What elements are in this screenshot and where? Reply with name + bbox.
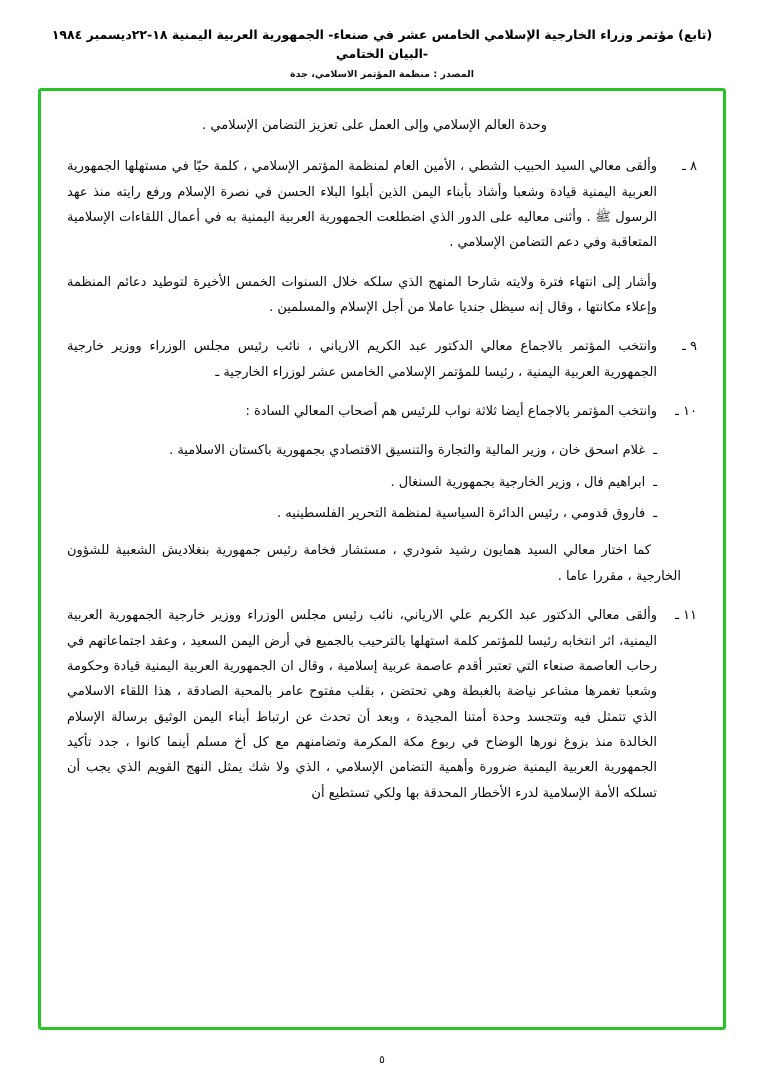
paragraph-8 [67,154,697,255]
list-item [67,470,697,495]
page-header [0,0,764,80]
vice-presidents-list [67,438,697,526]
dash-marker: ـ [653,506,657,522]
paragraph-number: ١٠ ـ [675,404,697,420]
paragraph-text: وألقى معالي السيد الحبيب الشطي ، الأمين العام لمنظمة المؤتمر الإسلامي ، كلمة حيّا في مستهلها الجمهورية العربية اليمنية قيادة وشعبا وأشاد بأبناء اليمن الذين أبلوا البلاء الحسن في نصرة الإسلام ورفع رايته منذ عهد الرسول ﷺ . وأثنى معاليه على الدور الذي اضطلعت الجمهورية العربية اليمنية به في أعمال اللقاءات الإسلامية المتعاقبة وفي دعم التضامن الإسلامي . [67,159,657,251]
list-item-label: فاروق قدومي ، رئيس الدائرة السياسية لمنظمة التحرير الفلسطينيه . [277,506,646,522]
rapporteur-paragraph: كما اختار معالي السيد همايون رشيد شودري ، مستشار فخامة رئيس جمهورية بنغلاديش الشعبية للشؤون الخارجية ، مقررا عاما . [67,543,681,584]
dash-marker: ـ [653,474,657,490]
document-title: (تابع) مؤتمر وزراء الخارجية الإسلامي الخامس عشر في صنعاء- الجمهورية العربية اليمنية ١٨-٢٢ديسمبر ١٩٨٤ -البيان الختامي [51,27,713,61]
page-footer [0,1053,764,1066]
continuation-line: وحدة العالم الإسلامي وإلى العمل على تعزيز التضامن الإسلامي . [202,118,547,133]
document-source: المصدر : منظمة المؤتمر الاسلامي، جدة [290,68,474,80]
dash-marker: ـ [653,443,657,459]
paragraph-10 [67,399,697,424]
paragraph-11 [67,603,697,806]
content-frame [38,88,726,1030]
paragraph-text: وأشار إلى انتهاء فترة ولايته شارحا المنهج الذي سلكه خلال السنوات الخمس الأخيرة لتوطيد دعائم المنظمة وإعلاء مكانتها ، وقال إنه سيظل جنديا عاملا من أجل الإسلام والمسلمين . [67,274,657,316]
paragraph-number: ٩ ـ [682,339,697,355]
list-item [67,501,697,526]
list-item-label: ابراهيم فال ، وزير الخارجية بجمهورية السنغال . [390,474,646,490]
list-item-label: غلام اسحق خان ، وزير المالية والتجارة والتنسيق الاقتصادي بجمهورية باكستان الاسلامية . [169,443,646,459]
paragraph-9 [67,334,697,385]
paragraph-8-continued [67,270,697,321]
document-body [41,91,723,830]
list-item [67,438,697,463]
paragraph-text: وانتخب المؤتمر بالاجماع أيضا ثلاثة نواب للرئيس هم أصحاب المعالي السادة : [245,404,657,420]
paragraph-text: وألقى معالي الدكتور عبد الكريم علي الارياني، نائب رئيس مجلس الوزراء ووزير خارجية الجمهورية العربية اليمنية، اثر انتخابه رئيسا للمؤتمر كلمة استهلها بالترحيب بالجميع في أرض اليمن السعيد ، وعقد اجتماعاتهم في رحاب العاصمة صنعاء التي تعتبر أقدم عاصمة عربية إسلامية ، وقال ان الجمهورية العربية اليمنية قيادة وحكومة وشعبا تغمرها مشاعر نياضة بالغبطة وهي تحتضن ، بقلب مفتوح عامر بالمحبة الصادقة ، هذا اللقاء الاسلامي الذي تتمثل فيه وتتجسد وحدة أمتنا المجيدة ، وبعد أن تحدث عن ارتباط أبناء اليمن الوثيق برسالة الإسلام الخالدة منذ بزوغ نورها الوضاح في ربوع مكة المكرمة وتضامنهم مع كل أخ مسلم أينما كانوا ، جدد تأكيد الجمهورية العربية اليمنية ضرورة وأهمية التضامن الإسلامي ، الذي ولا شك يمثل النهج القويم الذي يجب أن تسلكه الأمة الإسلامية لدرء الأخطار المحدقة بها ولكي تستطيع أن [67,608,657,801]
paragraph-number: ٨ ـ [682,159,697,175]
paragraph-number: ١١ ـ [675,608,697,624]
page-number: ٥ [379,1053,385,1066]
paragraph-text: وانتخب المؤتمر بالاجماع معالي الدكتور عبد الكريم الارياني ، نائب رئيس مجلس الوزراء ووزير خارجية الجمهورية العربية اليمنية ، رئيسا للمؤتمر الإسلامي الخامس عشر لوزراء الخارجية ـ [67,339,657,380]
